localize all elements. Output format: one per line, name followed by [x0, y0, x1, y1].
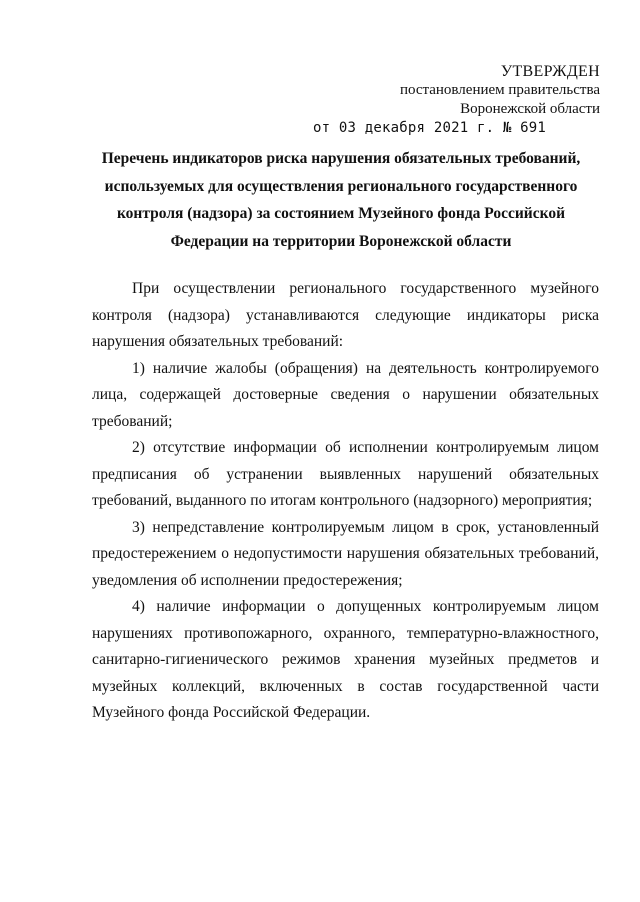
approval-date-number: от 03 декабря 2021 г. № 691 — [313, 120, 546, 136]
approval-authority: постановлением правительства — [399, 82, 600, 98]
title-line: Федерации на территории Воронежской области — [170, 232, 512, 250]
approval-region: Воронежской области — [460, 101, 600, 117]
title-line: Перечень индикаторов риска нарушения обязательных требований, — [101, 150, 581, 167]
title-line: используемых для осуществления регионального государственного — [104, 177, 578, 195]
indicator-item-4: 4) наличие информации о допущенных контролируемым лицом нарушениях противопожарного, охранного, температурно-влажностного, санитарно-гигиенического режимов хранения музейных предметов и музейных коллекций, включенных в состав государственной части Музейного фонда Российской Федерации. — [92, 598, 599, 721]
intro-paragraph: При осуществлении регионального государственного музейного контроля (надзора) устанавливаются следующие индикаторы риска нарушения обязательных требований: — [92, 280, 599, 350]
indicator-item-1: 1) наличие жалобы (обращения) на деятельность контролируемого лица, содержащей достоверные сведения о нарушении обязательных требований; — [92, 359, 599, 430]
document-title — [96, 145, 586, 255]
title-line: контроля (надзора) за состоянием Музейного фонда Российской — [116, 205, 566, 222]
indicator-item-3: 3) непредставление контролируемым лицом в срок, установленный предостережением о недопустимости нарушения обязательных требований, уведомления об исполнении предостережения; — [92, 518, 599, 589]
approval-block — [313, 62, 600, 138]
document-body — [92, 276, 599, 727]
indicator-item-2: 2) отсутствие информации об исполнении контролируемым лицом предписания об устранении выявленных нарушений обязательных требований, выданного по итогам контрольного (надзорного) мероприятия; — [92, 439, 599, 509]
approval-heading: УТВЕРЖДЕН — [500, 63, 600, 80]
